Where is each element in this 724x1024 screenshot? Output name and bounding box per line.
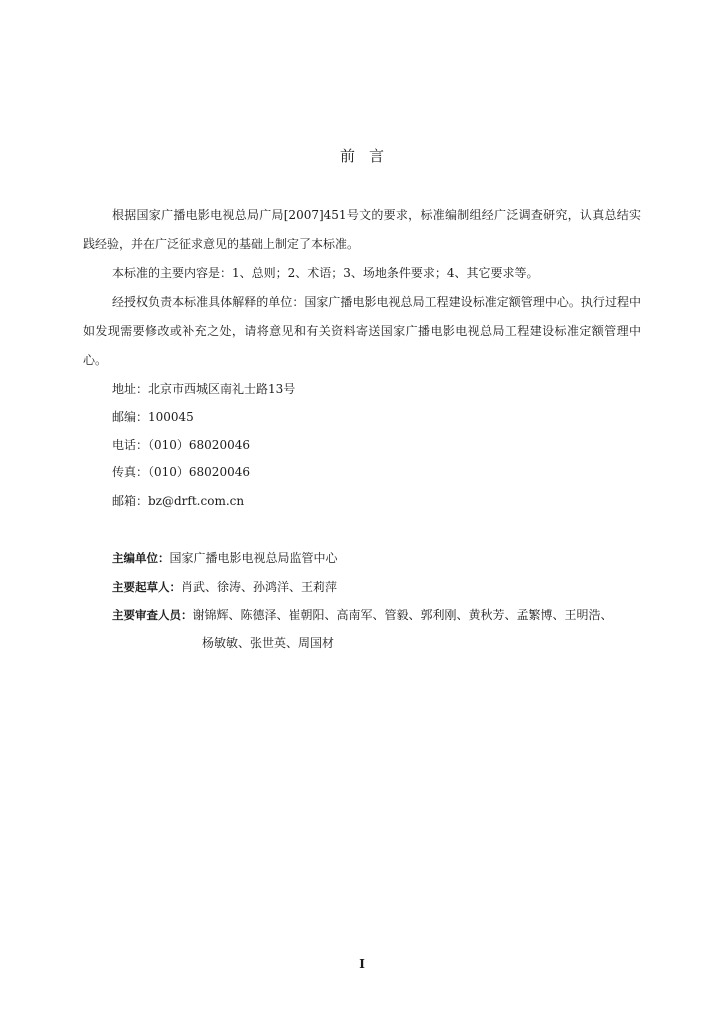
- credit-reviewers-label: 主要审查人员：: [112, 608, 193, 622]
- contact-phone: 电话：（010）68020046: [112, 438, 250, 452]
- contact-address: 地址：北京市西城区南礼士路13号: [112, 382, 296, 396]
- credit-drafters: [112, 578, 337, 595]
- credit-editor-value: 国家广播电影电视总局监管中心: [169, 551, 338, 565]
- page-title: 前言: [339, 147, 398, 165]
- credit-reviewers-continued: 杨敏敏、张世英、周国材: [202, 636, 335, 650]
- credit-reviewers-value: 谢锦辉、陈德泽、崔朝阳、高南军、管毅、郭利刚、黄秋芳、孟繁博、王明浩、: [192, 608, 613, 622]
- contact-email: 邮箱：bz@drft.com.cn: [112, 494, 245, 508]
- credit-reviewers: [112, 606, 613, 623]
- contact-postcode: 邮编：100045: [112, 410, 194, 424]
- paragraph-requirement: 根据国家广播电影电视总局广局[2007]451号文的要求，标准编制组经广泛调查研究，认真总结实践经验，并在广泛征求意见的基础上制定了本标准。: [83, 208, 641, 251]
- paragraph-interpretation: 经授权负责本标准具体解释的单位：国家广播电影电视总局工程建设标准定额管理中心。执行过程中如发现需要修改或补充之处，请将意见和有关资料寄送国家广播电影电视总局工程建设标准定额管理中心。: [83, 295, 641, 367]
- page-number: I: [359, 957, 365, 971]
- credit-editor: [112, 549, 338, 566]
- credit-drafters-label: 主要起草人：: [112, 580, 181, 594]
- credit-editor-label: 主编单位：: [112, 551, 170, 565]
- credit-drafters-value: 肖武、徐涛、孙鸿洋、王莉萍: [181, 580, 338, 594]
- contact-fax: 传真：（010）68020046: [112, 465, 250, 479]
- paragraph-main-content: 本标准的主要内容是：1、总则；2、术语；3、场地条件要求；4、其它要求等。: [112, 266, 539, 280]
